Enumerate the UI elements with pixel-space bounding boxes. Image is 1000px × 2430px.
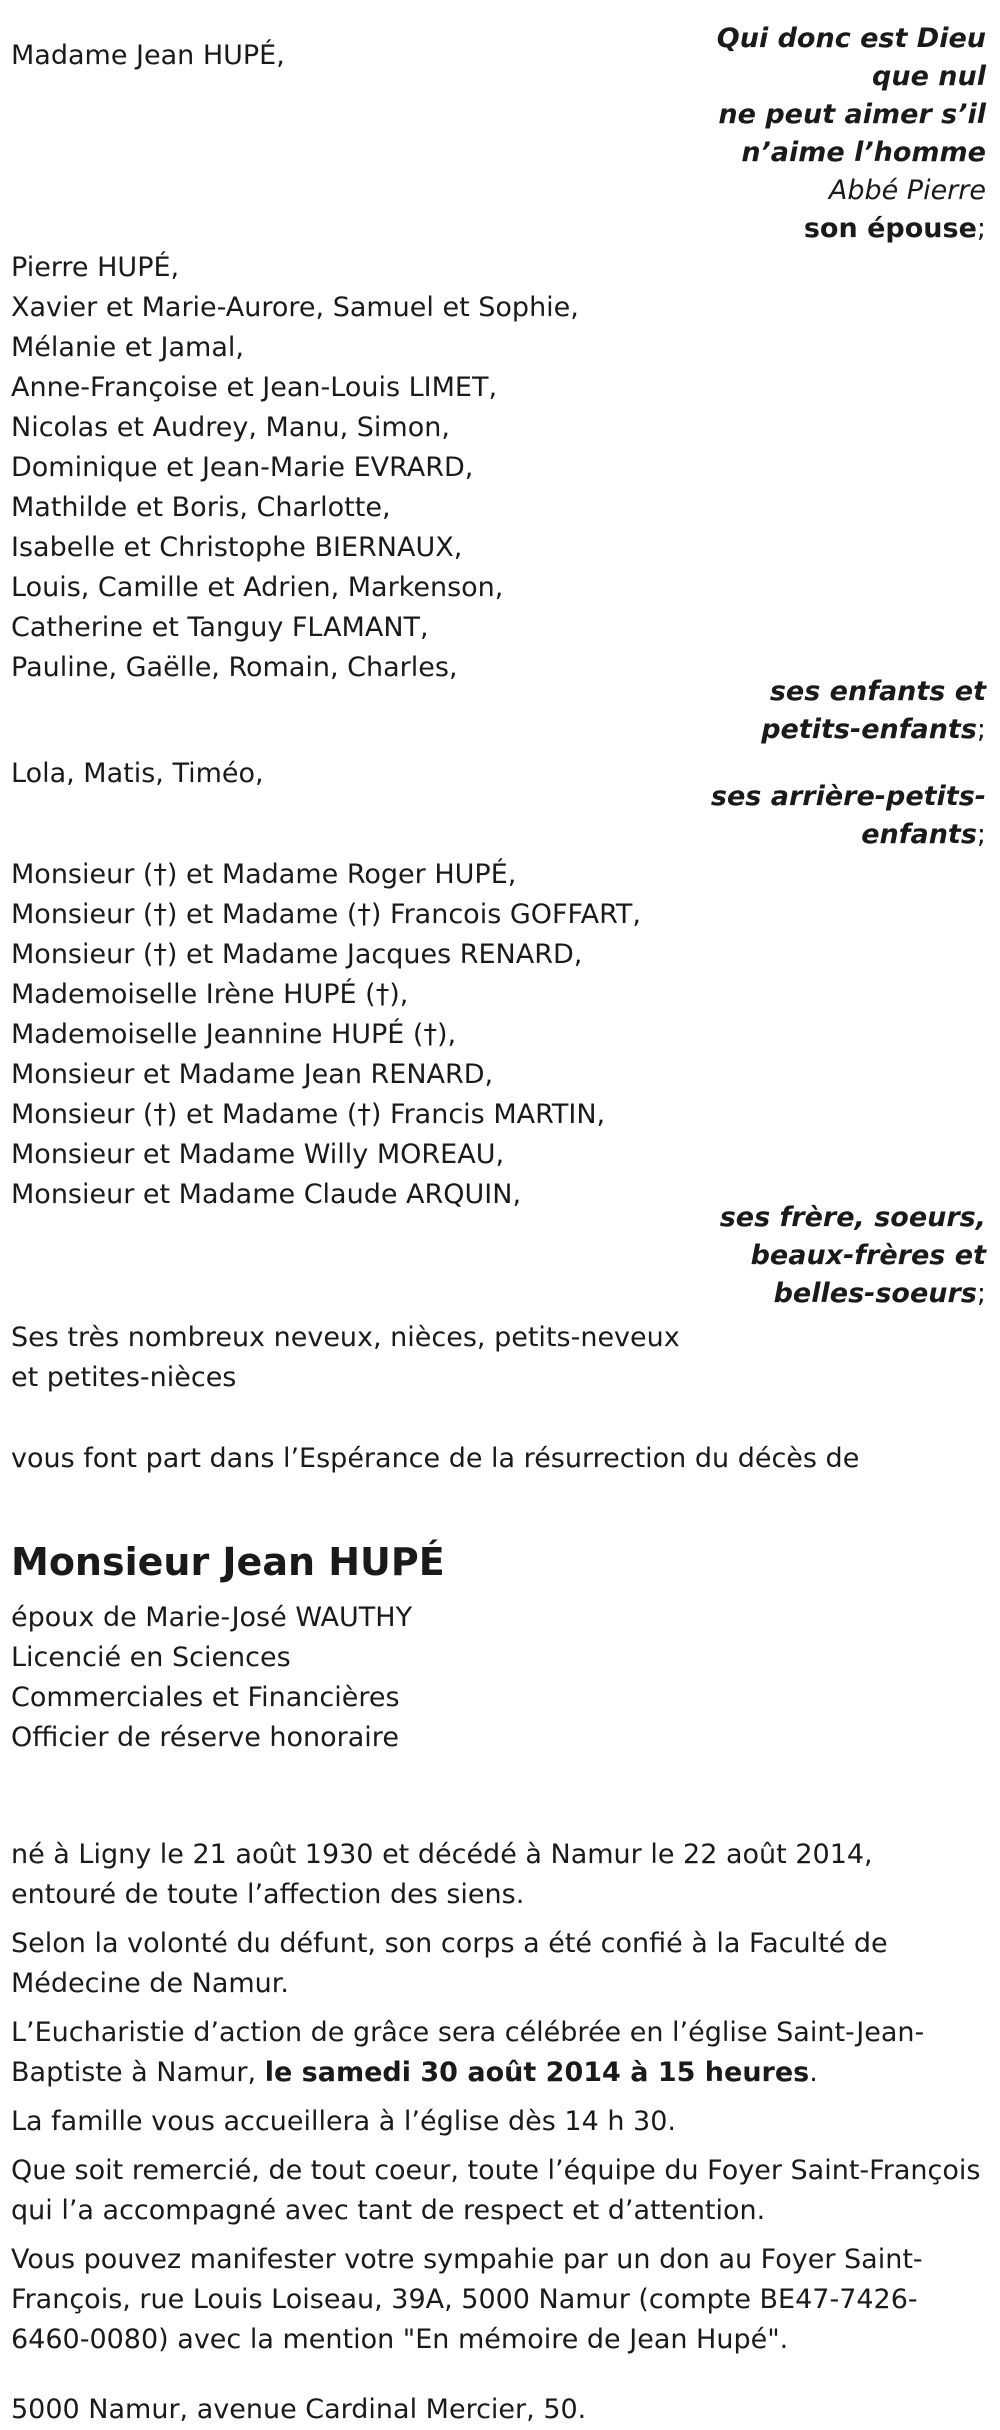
eucharist-suffix: . — [809, 2057, 818, 2088]
nephews-line-2: et petites-nièces — [11, 1362, 237, 1393]
siblings-role-sep: ; — [976, 1278, 986, 1309]
donation-paragraph: Vous pouvez manifester votre sympahie par un don au Foyer Saint-François, rue Louis Loiseau, 39A, 5000 Namur (compte BE47-7426-6460-0080) avec la mention "En mémoire de Jean Hupé". — [11, 2244, 923, 2355]
siblings-role-line-3 — [774, 1275, 986, 1313]
sibling-line: Monsieur (†) et Madame Jacques RENARD, — [11, 939, 583, 970]
eucharist-datetime: le samedi 30 août 2014 à 15 heures — [264, 2057, 810, 2088]
sibling-line: Mademoiselle Jeannine HUPÉ (†), — [11, 1019, 457, 1050]
body-donation-paragraph: Selon la volonté du défunt, son corps a été confié à la Faculté de Médecine de Namur. — [11, 1928, 888, 1999]
deceased-detail-line: Commerciales et Financières — [11, 1682, 400, 1713]
sibling-line: Monsieur et Madame Willy MOREAU, — [11, 1139, 505, 1170]
children-role-line-2 — [761, 711, 986, 749]
sibling-line: Mademoiselle Irène HUPÉ (†), — [11, 979, 409, 1010]
deceased-name: Monsieur Jean HUPÉ — [11, 1540, 445, 1585]
spouse-role-sep: ; — [976, 213, 986, 244]
sibling-line: Monsieur (†) et Madame Roger HUPÉ, — [11, 859, 517, 890]
children-role-line-1: ses enfants et — [769, 676, 986, 707]
birth-death-paragraph: né à Ligny le 21 août 1930 et décédé à Namur le 22 août 2014, entouré de toute l’affection des siens. — [11, 1839, 873, 1910]
obituary-document — [11, 0, 986, 2428]
spouse-role-text: son épouse — [803, 213, 977, 244]
deceased-detail-line: Officier de réserve honoraire — [11, 1722, 399, 1753]
deceased-detail-line: époux de Marie-José WAUTHY — [11, 1602, 413, 1633]
quote-line-2: que nul — [872, 61, 986, 92]
great-grandchildren-role-line-1: ses arrière-petits- — [710, 781, 986, 812]
spouse-role — [804, 210, 986, 248]
great-grandchildren-role-sep: ; — [976, 819, 986, 850]
great-grandchildren-line: Lola, Matis, Timéo, — [11, 758, 264, 789]
thanks-paragraph: Que soit remercié, de tout coeur, toute l’équipe du Foyer Saint-François qui l’a accompagné avec tant de respect et d’attention. — [11, 2155, 981, 2226]
address-paragraph: 5000 Namur, avenue Cardinal Mercier, 50. — [11, 2394, 587, 2425]
siblings-role-line-2: beaux-frères et — [750, 1240, 986, 1271]
eucharist-prefix: L’Eucharistie d’action de grâce sera célébrée en l’église Saint-Jean-Baptiste à Namur, — [11, 2017, 925, 2088]
welcome-paragraph: La famille vous accueillera à l’église dès 14 h 30. — [11, 2106, 676, 2137]
sibling-line: Monsieur (†) et Madame (†) Francois GOFFART, — [11, 899, 641, 930]
children-line: Xavier et Marie-Aurore, Samuel et Sophie, — [11, 292, 579, 323]
siblings-role-text: belles-soeurs — [773, 1278, 977, 1309]
sibling-line: Monsieur et Madame Jean RENARD, — [11, 1059, 494, 1090]
quote-line-3: ne peut aimer s’il — [718, 99, 986, 130]
eucharist-paragraph — [11, 2013, 986, 2093]
children-line: Pauline, Gaëlle, Romain, Charles, — [11, 652, 458, 683]
children-line: Dominique et Jean-Marie EVRARD, — [11, 452, 474, 483]
spouse-name: Madame Jean HUPÉ, — [11, 40, 285, 71]
children-role-text: petits-enfants — [761, 714, 977, 745]
siblings-role-line-1: ses frère, soeurs, — [719, 1202, 986, 1233]
sibling-line: Monsieur (†) et Madame (†) Francis MARTIN, — [11, 1099, 606, 1130]
great-grandchildren-role-text: enfants — [861, 819, 977, 850]
quote-line-1: Qui donc est Dieu — [716, 23, 986, 54]
deceased-detail-line: Licencié en Sciences — [11, 1642, 291, 1673]
children-line: Pierre HUPÉ, — [11, 252, 180, 283]
children-role-sep: ; — [976, 714, 986, 745]
sibling-line: Monsieur et Madame Claude ARQUIN, — [11, 1179, 522, 1210]
children-line: Nicolas et Audrey, Manu, Simon, — [11, 412, 450, 443]
great-grandchildren-role-line-2 — [861, 816, 986, 854]
quote-line-4: n’aime l’homme — [741, 137, 986, 168]
quote-author: Abbé Pierre — [828, 175, 986, 206]
children-line: Mathilde et Boris, Charlotte, — [11, 492, 391, 523]
children-line: Catherine et Tanguy FLAMANT, — [11, 612, 429, 643]
children-line: Louis, Camille et Adrien, Markenson, — [11, 572, 504, 603]
children-line: Mélanie et Jamal, — [11, 332, 244, 363]
nephews-line-1: Ses très nombreux neveux, nièces, petits-neveux — [11, 1322, 680, 1353]
children-line: Isabelle et Christophe BIERNAUX, — [11, 532, 463, 563]
children-line: Anne-Françoise et Jean-Louis LIMET, — [11, 372, 498, 403]
announcement-text: vous font part dans l’Espérance de la résurrection du décès de — [11, 1443, 860, 1474]
